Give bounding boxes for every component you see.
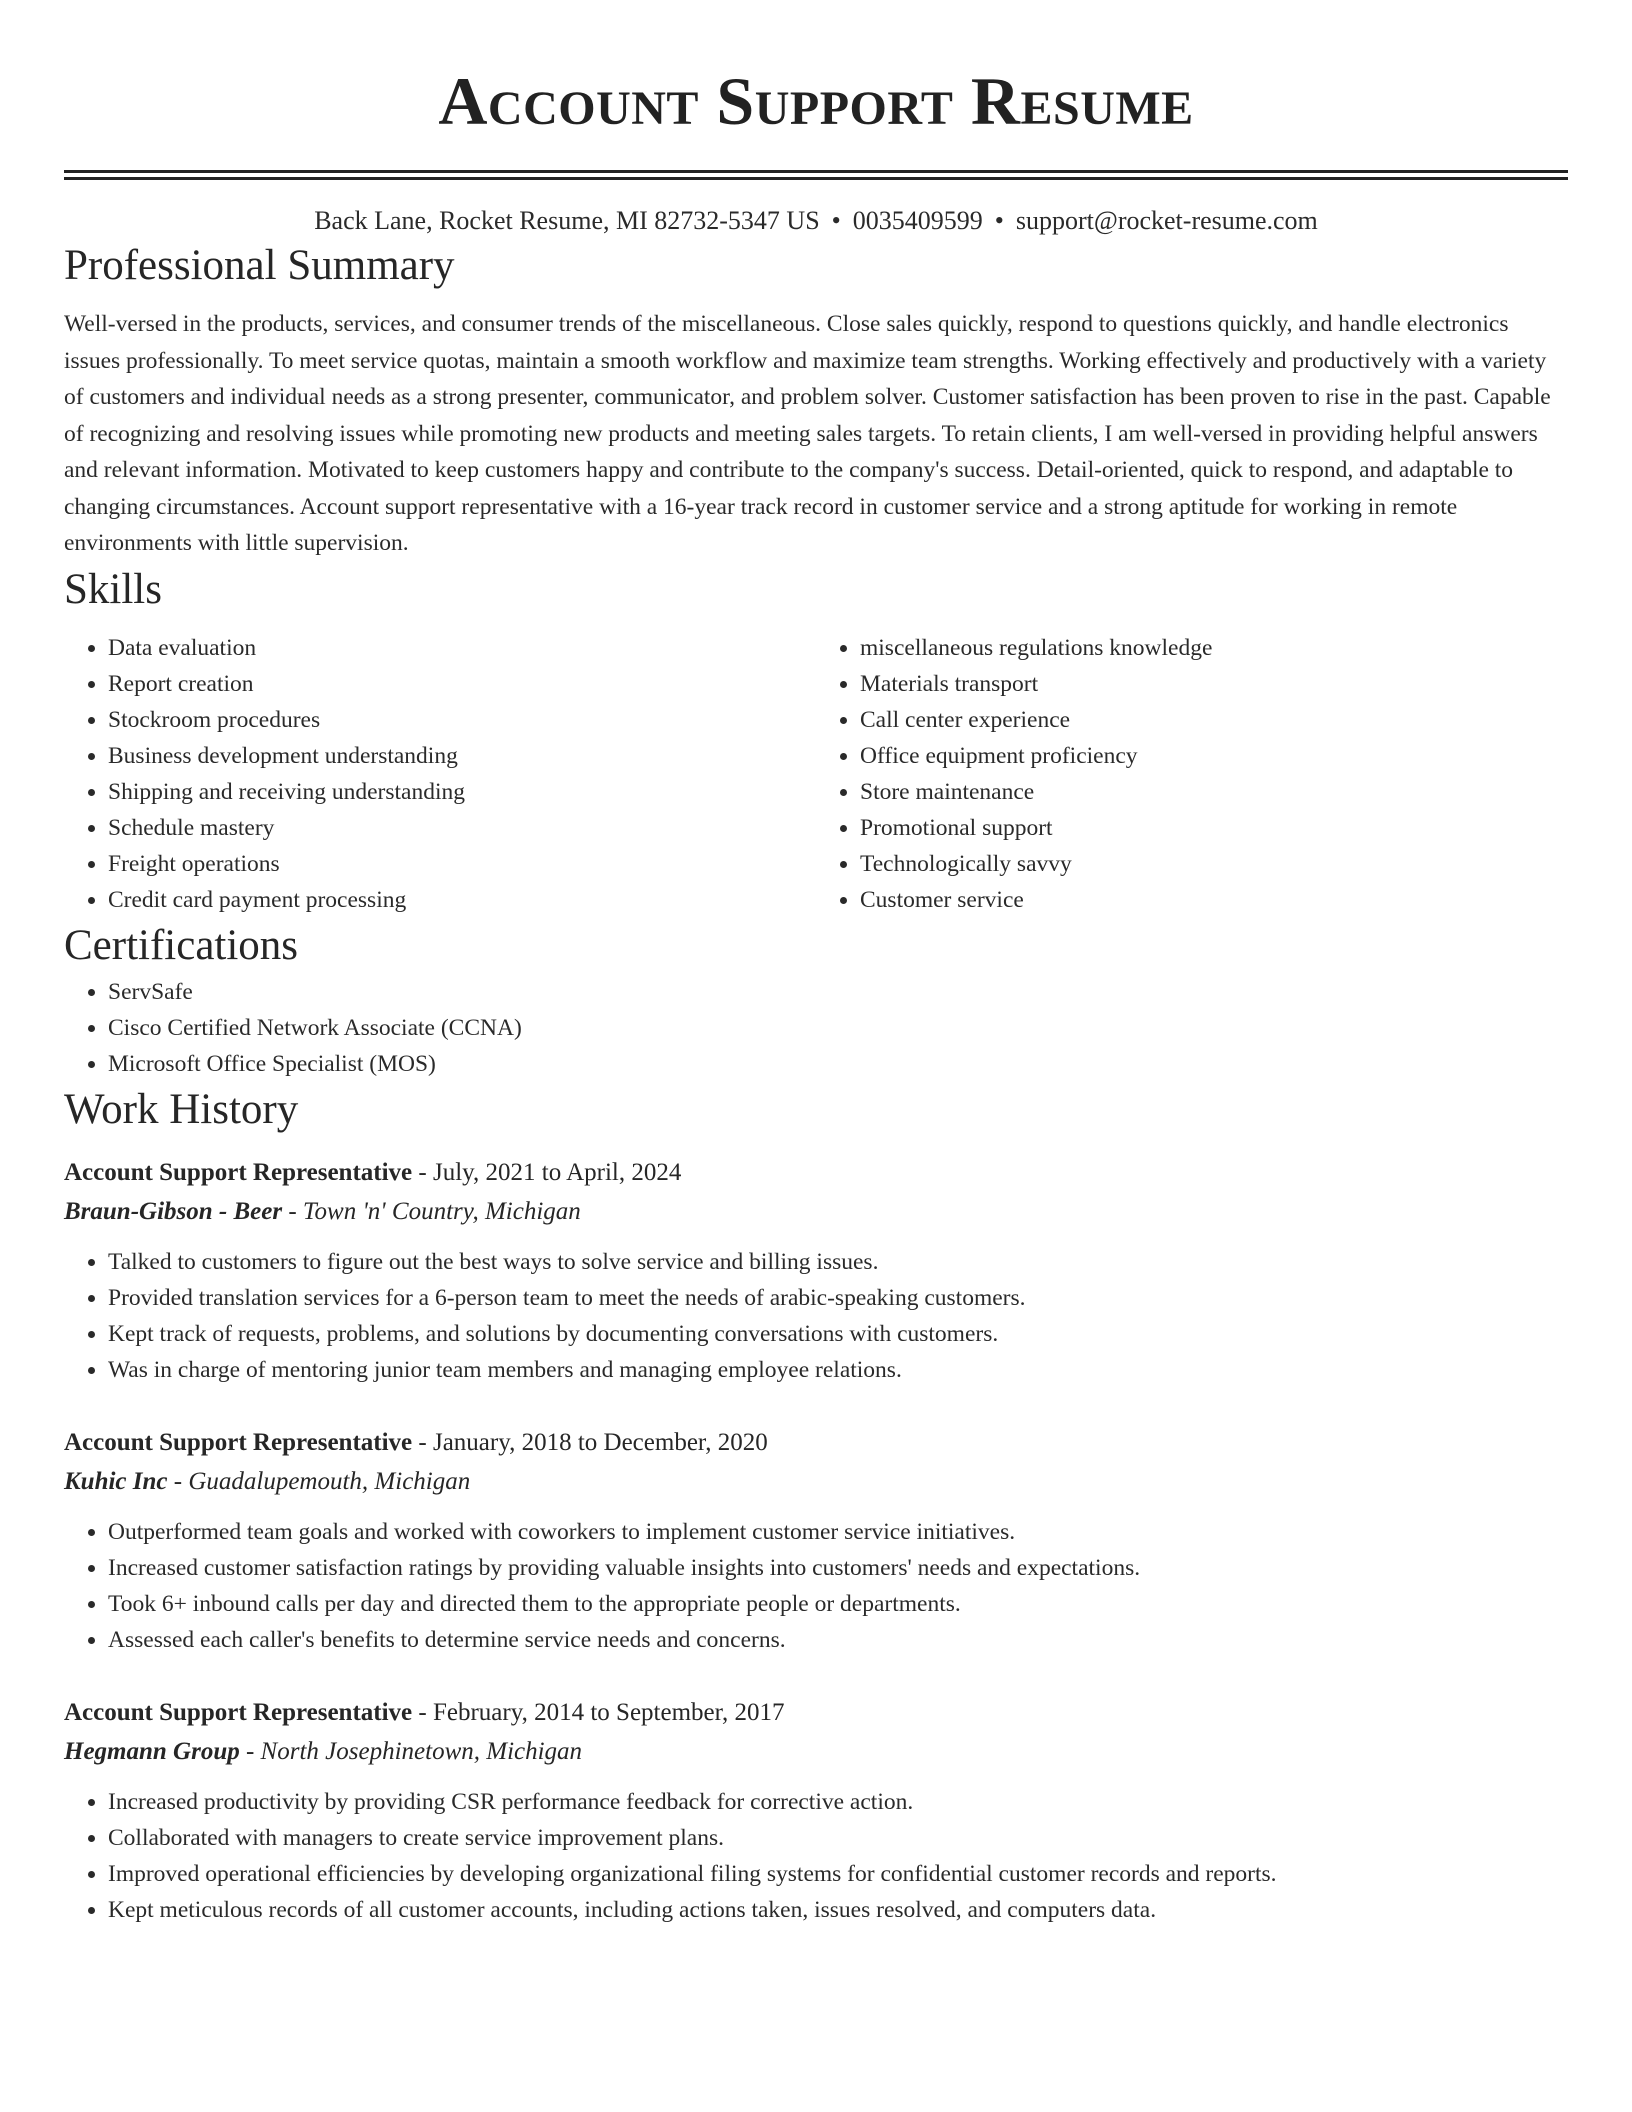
skill-item: • Shipping and receiving understanding	[108, 774, 816, 810]
skill-item: • Technologically savvy	[860, 846, 1568, 882]
job-duty: • Increased customer satisfaction ratings by providing valuable insights into customers' needs and expectations.	[108, 1550, 1568, 1586]
job-dates: - January, 2018 to December, 2020	[412, 1428, 768, 1456]
job-duty: • Collaborated with managers to create service improvement plans.	[108, 1820, 1568, 1856]
skill-item: • Customer service	[860, 882, 1568, 918]
skill-item: • Data evaluation	[108, 630, 816, 666]
job-duties-list	[64, 1784, 1568, 1928]
job-duty: • Increased productivity by providing CSR performance feedback for corrective action.	[108, 1784, 1568, 1820]
summary-heading: Professional Summary	[64, 242, 455, 289]
contact-separator: •	[831, 206, 841, 235]
certifications-list	[64, 974, 1568, 1082]
contact-address: Back Lane, Rocket Resume, MI 82732-5347 US	[314, 206, 820, 235]
job-duty: • Provided translation services for a 6-person team to meet the needs of arabic-speaking customers.	[108, 1280, 1568, 1316]
skills-list-left	[64, 630, 816, 918]
job-duties-list	[64, 1244, 1568, 1388]
company-line	[64, 1732, 1568, 1772]
skill-item: • Report creation	[108, 666, 816, 702]
contact-phone: 0035409599	[852, 206, 983, 235]
certifications-heading: Certifications	[64, 921, 299, 969]
job-entry	[64, 1154, 1568, 1388]
skill-item: • Materials transport	[860, 666, 1568, 702]
skills-columns	[64, 630, 1568, 918]
certification-item: • Microsoft Office Specialist (MOS)	[108, 1046, 1568, 1082]
job-title: Account Support Representative	[64, 1428, 413, 1456]
job-duty: • Kept meticulous records of all customer accounts, including actions taken, issues resolved, and computers data.	[108, 1892, 1568, 1928]
job-duty: • Outperformed team goals and worked with coworkers to implement customer service initiatives.	[108, 1514, 1568, 1550]
job-duty: • Took 6+ inbound calls per day and directed them to the appropriate people or departments.	[108, 1586, 1568, 1622]
skill-item: • Office equipment proficiency	[860, 738, 1568, 774]
work-history-heading: Work History	[64, 1085, 299, 1133]
certification-item: • Cisco Certified Network Associate (CCNA)	[108, 1010, 1568, 1046]
skill-item: • Promotional support	[860, 810, 1568, 846]
company-name: Hegmann Group	[64, 1737, 240, 1765]
contact-email: support@rocket-resume.com	[1015, 206, 1318, 235]
job-entry	[64, 1424, 1568, 1658]
company-line	[64, 1192, 1568, 1232]
skill-item: • Credit card payment processing	[108, 882, 816, 918]
job-title: Account Support Representative	[64, 1158, 413, 1186]
page-title: Account Support Resume	[438, 63, 1194, 139]
skill-item: • Business development understanding	[108, 738, 816, 774]
job-entry	[64, 1694, 1568, 1928]
job-dates: - July, 2021 to April, 2024	[412, 1158, 682, 1186]
job-duty: • Was in charge of mentoring junior team members and managing employee relations.	[108, 1352, 1568, 1388]
job-header	[64, 1154, 1568, 1192]
summary-text: Well-versed in the products, services, and consumer trends of the miscellaneous. Close sales quickly, respond to questions quickly, and handle electronics issues professionally. To meet service quotas, maintain a smooth workflow and maximize team strengths. Working effectively and productively with a variety of customers and individual needs as a strong presenter, communicator, and problem solver. Customer satisfaction has been proven to rise in the past. Capable of recognizing and resolving issues while promoting new products and meeting sales targets. To retain clients, I am well-versed in providing helpful answers and relevant information. Motivated to keep customers happy and contribute to the company's success. Detail-oriented, quick to respond, and adaptable to changing circumstances. Account support representative with a 16-year track record in customer service and a strong aptitude for working in remote environments with little supervision.	[64, 311, 1551, 556]
company-location: - Guadalupemouth, Michigan	[167, 1467, 471, 1495]
job-header	[64, 1424, 1568, 1462]
job-duty: • Kept track of requests, problems, and solutions by documenting conversations with customers.	[108, 1316, 1568, 1352]
job-duty: • Talked to customers to figure out the best ways to solve service and billing issues.	[108, 1244, 1568, 1280]
skills-heading: Skills	[64, 565, 162, 613]
skill-item: • Schedule mastery	[108, 810, 816, 846]
skill-item: • miscellaneous regulations knowledge	[860, 630, 1568, 666]
skill-item: • Stockroom procedures	[108, 702, 816, 738]
company-line	[64, 1462, 1568, 1502]
title-divider	[64, 170, 1568, 180]
contact-separator: •	[994, 206, 1004, 235]
certification-item: • ServSafe	[108, 974, 1568, 1010]
skill-item: • Call center experience	[860, 702, 1568, 738]
job-header	[64, 1694, 1568, 1732]
contact-line	[64, 204, 1568, 238]
job-title: Account Support Representative	[64, 1698, 413, 1726]
job-dates: - February, 2014 to September, 2017	[412, 1698, 785, 1726]
company-name: Braun-Gibson - Beer	[64, 1197, 283, 1225]
job-duty: • Assessed each caller's benefits to determine service needs and concerns.	[108, 1622, 1568, 1658]
skills-list-right	[816, 630, 1568, 918]
job-duty: • Improved operational efficiencies by developing organizational filing systems for confidential customer records and reports.	[108, 1856, 1568, 1892]
skill-item: • Store maintenance	[860, 774, 1568, 810]
company-location: - Town 'n' Country, Michigan	[282, 1197, 581, 1225]
skill-item: • Freight operations	[108, 846, 816, 882]
company-location: - North Josephinetown, Michigan	[239, 1737, 583, 1765]
company-name: Kuhic Inc	[64, 1467, 168, 1495]
job-duties-list	[64, 1514, 1568, 1658]
